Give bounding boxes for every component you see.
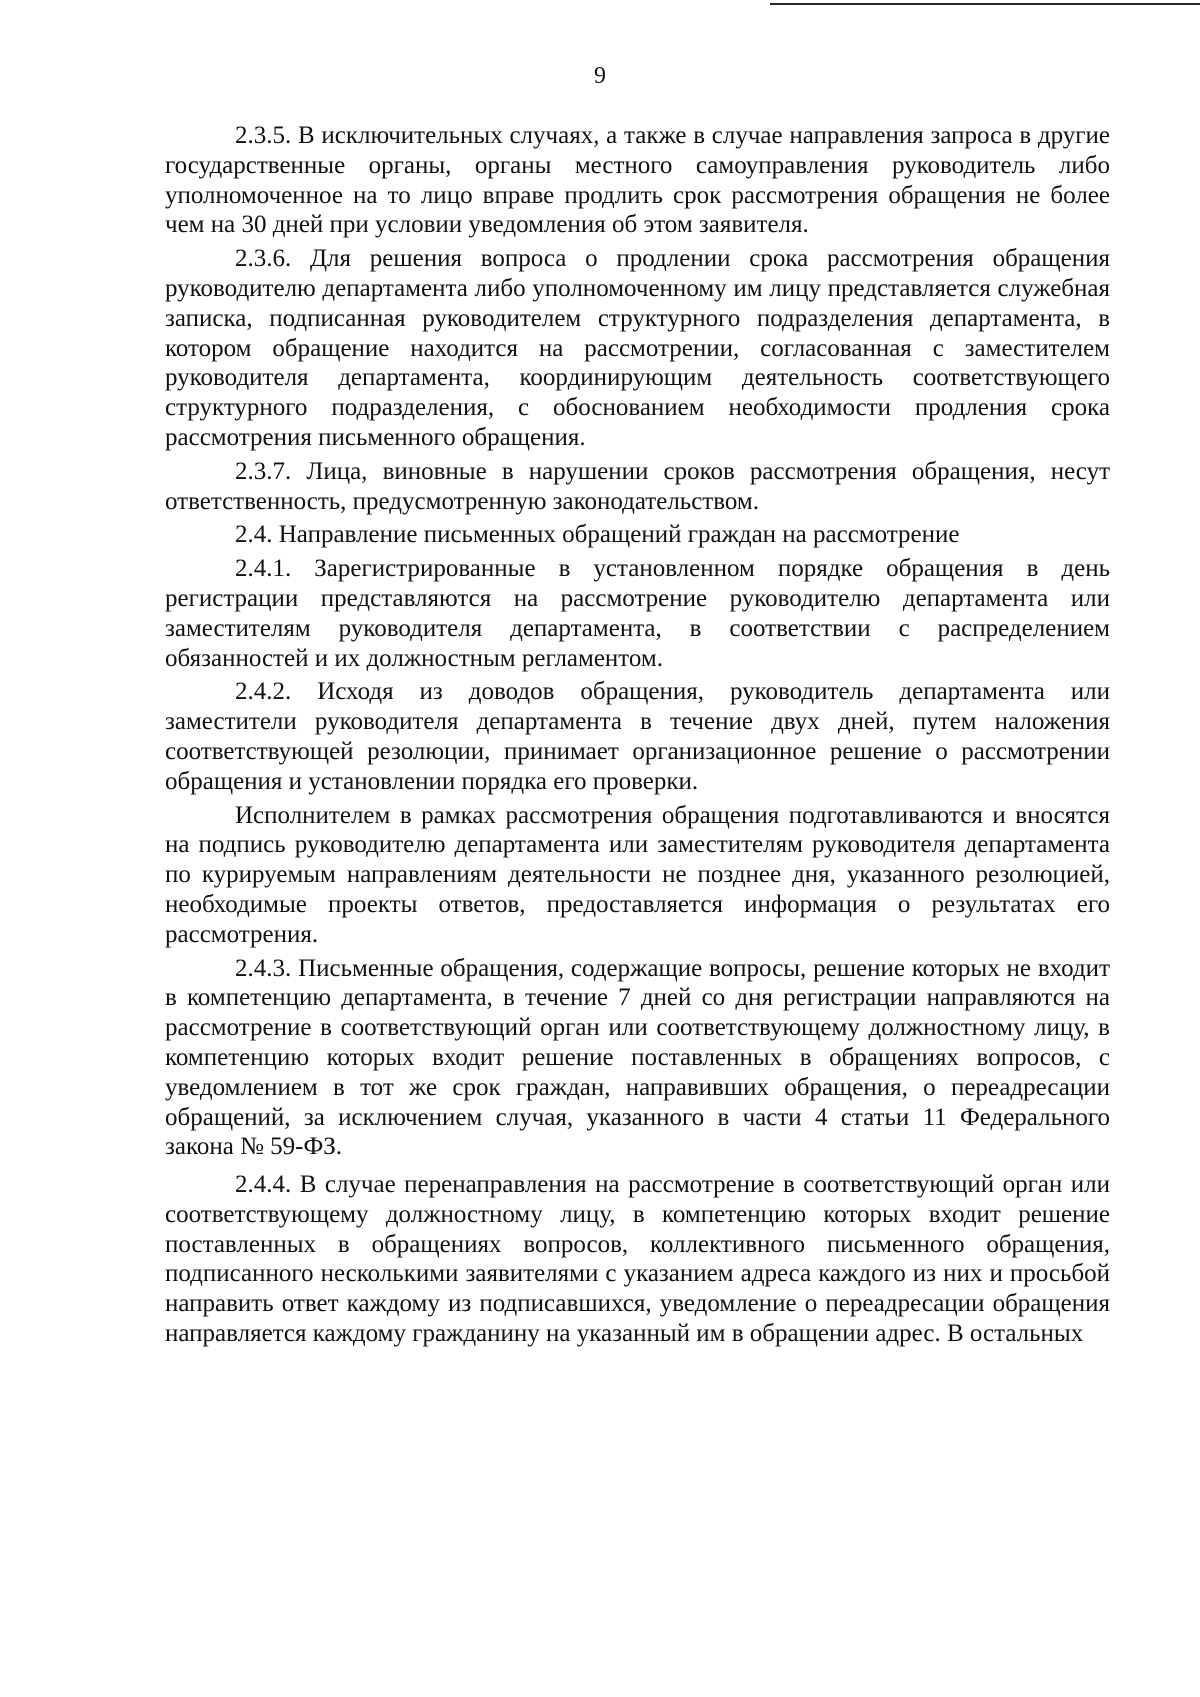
paragraph-executor: Исполнителем в рамках рассмотрения обращения подготавливаются и вносятся на подпись руководителю департамента или заместителям руководителя департамента по курируемым направлениям деятельности не позднее дня, указанного резолюцией, необходимые проекты ответов, предоставляется информация о результатах его рассмотрения. [165, 801, 1110, 948]
page-number: 9 [594, 63, 606, 89]
paragraph-2-3-7: 2.3.7. Лица, виновные в нарушении сроков рассмотрения обращения, несут ответственность, предусмотренную законодательством. [165, 457, 1110, 515]
section-heading-2-4: 2.4. Направление письменных обращений граждан на рассмотрение [235, 521, 960, 549]
paragraph-2-4-1: 2.4.1. Зарегистрированные в установленном порядке обращения в день регистрации представляются на рассмотрение руководителю департамента или заместителям руководителя департамента, в соответствии с распределением обязанностей и их должностным регламентом. [165, 555, 1110, 672]
paragraph-2-4-3: 2.4.3. Письменные обращения, содержащие вопросы, решение которых не входит в компетенцию департамента, в течение 7 дней со дня регистрации направляются на рассмотрение в соответствующий орган или соответствующему должностному лицу, в компетенцию которых входит решение поставленных в обращениях вопросов, с уведомлением в тот же срок граждан, направивших обращения, о переадресации обращений, за исключением случая, указанного в части 4 статьи 11 Федерального закона № 59-ФЗ. [165, 954, 1110, 1161]
document-body [165, 121, 1110, 1353]
paragraph-2-3-5: 2.3.5. В исключительных случаях, а также в случае направления запроса в другие государственные органы, органы местного самоуправления руководитель либо уполномоченное на то лицо вправе продлить срок рассмотрения обращения не более чем на 30 дней при условии уведомления об этом заявителя. [165, 122, 1110, 239]
paragraph-2-4-4: 2.4.4. В случае перенаправления на рассмотрение в соответствующий орган или соответствующему должностному лицу, в компетенцию которых входит решение поставленных в обращениях вопросов, коллективного письменного обращения, подписанного несколькими заявителями с указанием адреса каждого из них и просьбой направить ответ каждому из подписавшихся, уведомление о переадресации обращения направляется каждому гражданину на указанный им в обращении адрес. В остальных [165, 1171, 1110, 1348]
top-border-line [770, 3, 1200, 5]
paragraph-2-4-2: 2.4.2. Исходя из доводов обращения, руководитель департамента или заместители руководителя департамента в течение двух дней, путем наложения соответствующей резолюции, принимает организационное решение о рассмотрении обращения и установлении порядка его проверки. [165, 678, 1110, 795]
paragraph-2-3-6: 2.3.6. Для решения вопроса о продлении срока рассмотрения обращения руководителю департамента либо уполномоченному им лицу представляется служебная записка, подписанная руководителем структурного подразделения департамента, в котором обращение находится на рассмотрении, согласованная с заместителем руководителя департамента, координирующим деятельность соответствующего структурного подразделения, с обоснованием необходимости продления срока рассмотрения письменного обращения. [165, 245, 1110, 451]
